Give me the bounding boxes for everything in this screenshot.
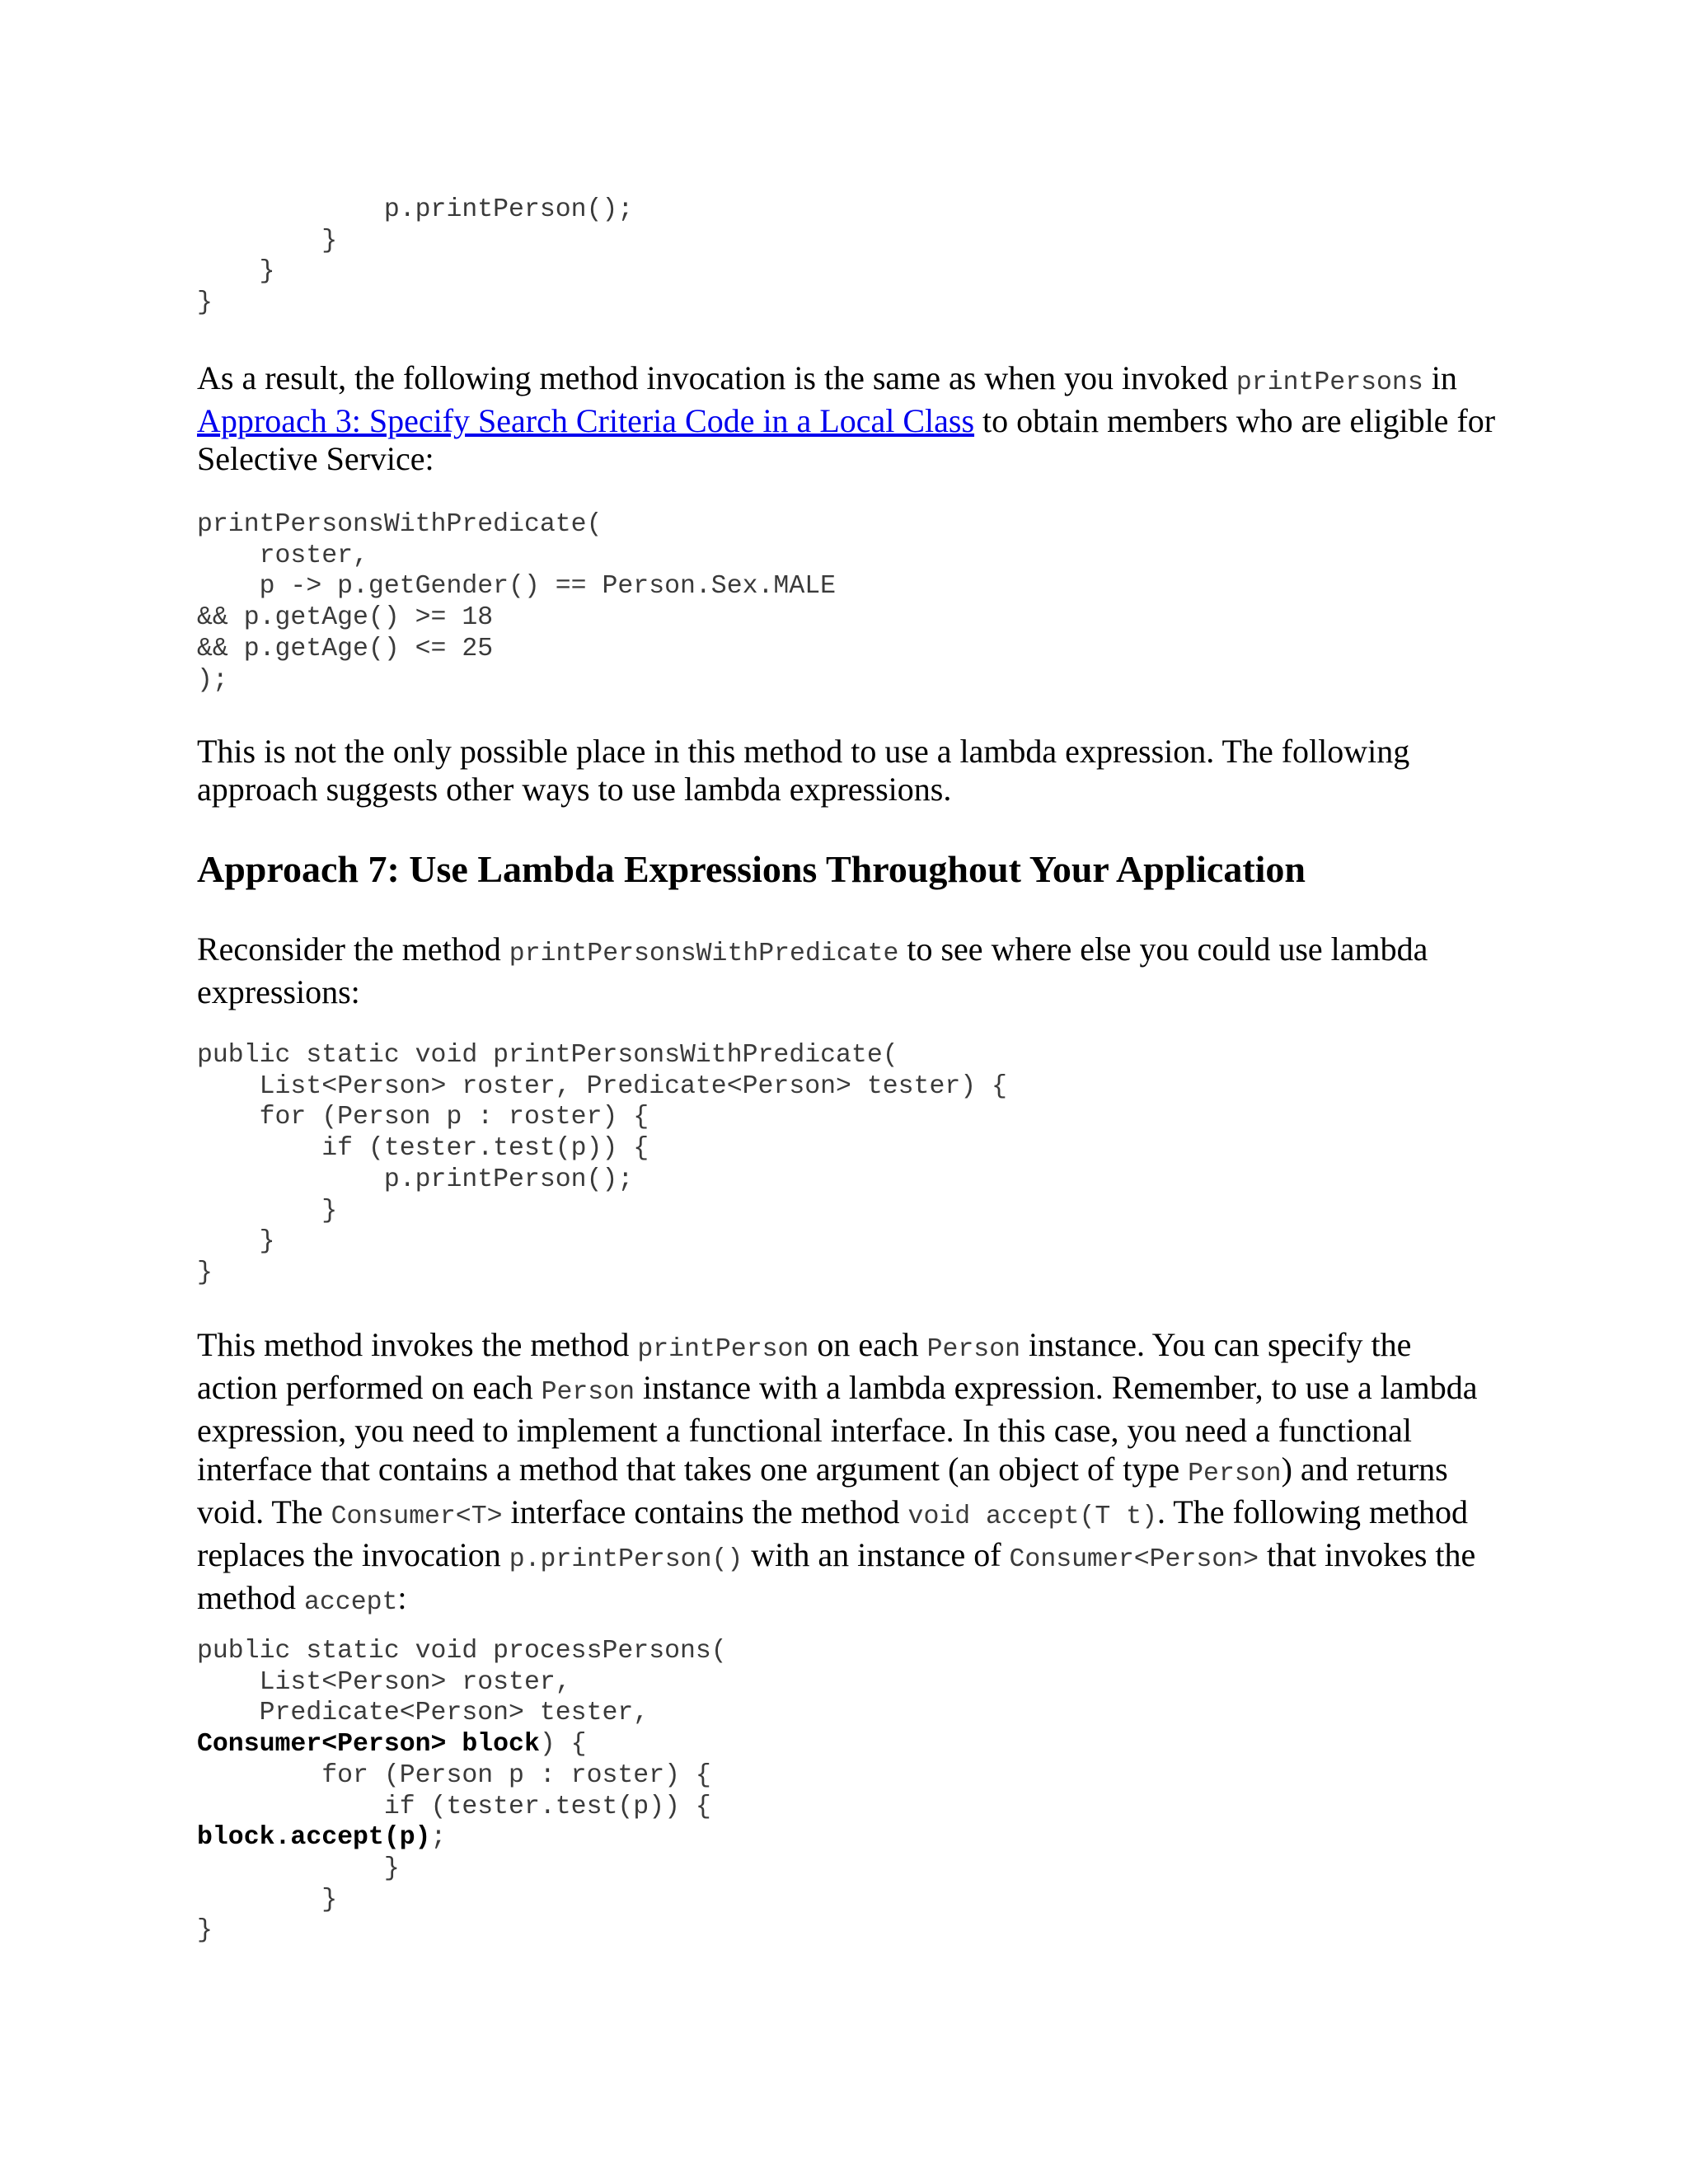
paragraph-reconsider	[197, 930, 1499, 1011]
text-run: to obtain members who are eligible for Selective Service:	[197, 402, 1496, 478]
code-line: }	[197, 1885, 338, 1915]
code-line: }	[197, 226, 338, 255]
code-line: p.printPerson();	[197, 195, 634, 224]
code-line: ) {	[539, 1730, 587, 1760]
code-line: p -> p.getGender() == Person.Sex.MALE	[197, 572, 837, 602]
text-run: that invokes the method	[197, 1536, 1476, 1617]
inline-code: p.printPerson()	[509, 1545, 743, 1575]
code-block	[197, 194, 1499, 319]
code-block	[197, 509, 1499, 696]
inline-code: void accept(T t)	[907, 1502, 1157, 1531]
code-line: roster,	[197, 541, 368, 570]
text-run: As a result, the following method invocation is the same as when you invoked	[197, 359, 1236, 396]
paragraph-not-only	[197, 733, 1499, 808]
approach-3-link[interactable]: Approach 3: Specify Search Criteria Code in a Local Class	[197, 402, 975, 440]
code-block	[197, 1040, 1499, 1289]
paragraph-text: This is not the only possible place in this method to use a lambda expression. The following approach suggests other ways to use lambda expressions.	[197, 733, 1410, 808]
inline-code: printPersonsWithPredicate	[509, 940, 899, 968]
inline-code: Person	[541, 1378, 635, 1408]
paragraph-text	[197, 1326, 1499, 1622]
inline-code: Person	[1188, 1459, 1282, 1488]
text-run: instance with a lambda expression. Remember, to use a lambda expression, you need to implement a functional interface. In this case, you need a functional interface that contains a method that takes one argument (an object of type	[197, 1369, 1478, 1488]
code-line: List<Person> roster,	[197, 1667, 571, 1697]
inline-code: printPersons	[1236, 368, 1423, 397]
code-block-process-persons	[197, 1636, 1499, 1947]
section-heading: Approach 7: Use Lambda Expressions Throughout Your Application	[197, 848, 1306, 890]
code-block-print-persons	[197, 1040, 1499, 1289]
section-heading-block	[197, 847, 1499, 892]
code-line: if (tester.test(p)) {	[197, 1792, 711, 1821]
text-run: This method invokes the method	[197, 1326, 638, 1363]
code-line: public static void processPersons(	[197, 1637, 727, 1666]
inline-code: printPerson	[637, 1335, 809, 1364]
paragraph-text	[197, 359, 1499, 479]
code-line: ;	[430, 1823, 447, 1853]
text-run: on each	[809, 1326, 927, 1363]
text-run: in	[1423, 359, 1457, 396]
text-run: ) and returns void. The	[197, 1450, 1448, 1530]
code-line: }	[197, 1227, 275, 1257]
inline-code: Person	[926, 1335, 1020, 1364]
code-bold: block.accept(p)	[197, 1823, 431, 1853]
code-line: List<Person> roster, Predicate<Person> tester) {	[197, 1071, 1007, 1101]
code-block	[197, 1636, 1499, 1947]
code-line: }	[197, 1854, 400, 1883]
code-line: p.printPerson();	[197, 1165, 634, 1194]
code-block-loop-end	[197, 194, 1499, 319]
text-run: with an instance of	[743, 1536, 1010, 1574]
code-line: }	[197, 1258, 213, 1287]
code-line: && p.getAge() >= 18	[197, 603, 494, 633]
paragraph-text	[197, 930, 1499, 1011]
paragraph-consumer	[197, 1326, 1499, 1622]
text-run: Reconsider the method	[197, 930, 509, 968]
code-bold: Consumer<Person> block	[197, 1730, 540, 1760]
code-line: for (Person p : roster) {	[197, 1103, 649, 1132]
code-line: if (tester.test(p)) {	[197, 1134, 649, 1164]
text-run: :	[397, 1579, 407, 1617]
code-line: }	[197, 257, 275, 287]
text-run: instance. You can specify the action performed on each	[197, 1326, 1412, 1407]
code-line: }	[197, 288, 213, 318]
code-line: );	[197, 665, 228, 695]
text-run: to see where else you could use lambda expressions:	[197, 930, 1428, 1011]
inline-code: accept	[303, 1588, 398, 1618]
text-run: interface contains the method	[502, 1493, 908, 1530]
code-line: && p.getAge() <= 25	[197, 634, 494, 663]
code-line: printPersonsWithPredicate(	[197, 510, 603, 539]
text-run: . The following method replaces the invocation	[197, 1493, 1468, 1574]
inline-code: Consumer<Person>	[1009, 1545, 1259, 1575]
code-line: Predicate<Person> tester,	[197, 1699, 649, 1728]
paragraph-result	[197, 359, 1499, 479]
code-line: for (Person p : roster) {	[197, 1760, 711, 1790]
code-line: }	[197, 1196, 338, 1226]
code-line: public static void printPersonsWithPredicate(	[197, 1041, 898, 1070]
inline-code: Consumer<T>	[331, 1502, 503, 1531]
code-line: }	[197, 1916, 213, 1946]
code-block-invocation	[197, 509, 1499, 696]
